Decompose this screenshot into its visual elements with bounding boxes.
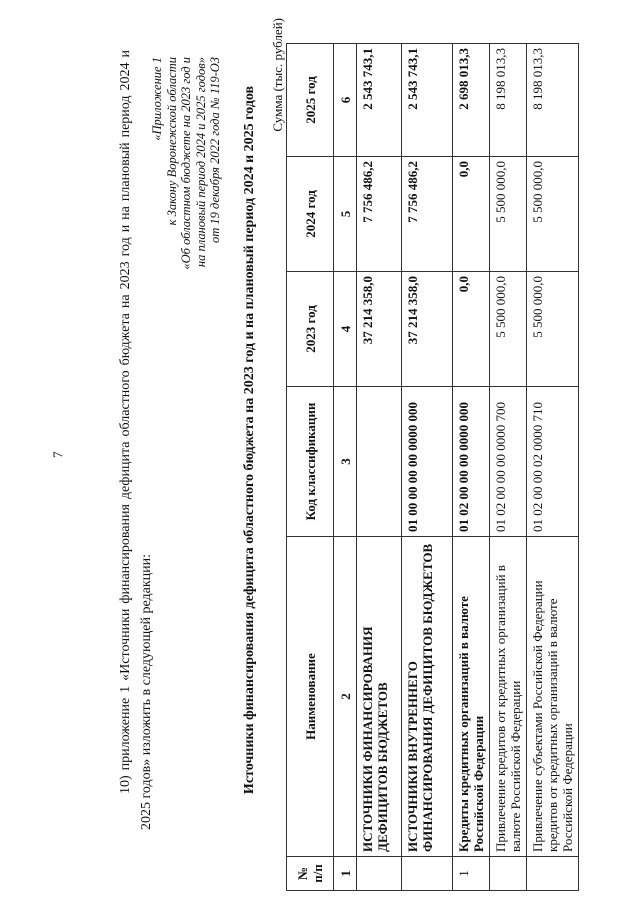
row-code: 01 02 00 00 02 0000 710 xyxy=(527,387,579,537)
row-number xyxy=(402,857,453,891)
column-number: 6 xyxy=(334,44,357,157)
row-value-2025: 8 198 013,3 xyxy=(527,44,579,157)
intro-paragraph: 10) приложение 1 «Источники финансирования дефицита областного бюджета на 2023 год и на плановый период 2024 и 2025 годов» изложить в следующей редакции: xyxy=(118,50,154,830)
financing-table xyxy=(286,43,579,891)
row-name: Привлечение кредитов от кредитных организаций в валюте Российской Федерации xyxy=(490,537,527,857)
row-code xyxy=(357,387,402,537)
row-value-2024: 7 756 486,2 xyxy=(402,157,453,272)
row-value-2023: 0,0 xyxy=(453,272,490,387)
row-value-2024: 7 756 486,2 xyxy=(357,157,402,272)
row-value-2024: 5 500 000,0 xyxy=(527,157,579,272)
row-value-2025: 2 543 743,1 xyxy=(402,44,453,157)
row-value-2025: 2 543 743,1 xyxy=(357,44,402,157)
row-value-2024: 0,0 xyxy=(453,157,490,272)
row-number xyxy=(527,857,579,891)
row-code: 01 00 00 00 00 0000 000 xyxy=(402,387,453,537)
units-label: Сумма (тыс. рублей) xyxy=(270,18,285,132)
table-row xyxy=(453,44,490,891)
column-number: 3 xyxy=(334,387,357,537)
row-value-2025: 2 698 013,3 xyxy=(453,44,490,157)
table-row xyxy=(527,44,579,891)
appendix-line: «Об областном бюджете на 2023 год и xyxy=(179,57,193,270)
row-value-2025: 8 198 013,3 xyxy=(490,44,527,157)
table-row xyxy=(357,44,402,891)
row-value-2024: 5 500 000,0 xyxy=(490,157,527,272)
header-cell: Код классификации xyxy=(287,387,334,537)
appendix-line: от 19 декабря 2022 года № 119-ОЗ xyxy=(208,57,222,244)
header-cell: 2023 год xyxy=(287,272,334,387)
appendix-note xyxy=(150,57,223,387)
row-code: 01 02 00 00 00 0000 000 xyxy=(453,387,490,537)
row-name: ИСТОЧНИКИ ВНУТРЕННЕГО ФИНАНСИРОВАНИЯ ДЕФИЦИТОВ БЮДЖЕТОВ xyxy=(402,537,453,857)
header-cell: 2025 год xyxy=(287,44,334,157)
table-row xyxy=(402,44,453,891)
appendix-line: «Приложение 1 xyxy=(150,57,164,141)
row-name: ИСТОЧНИКИ ФИНАНСИРОВАНИЯ ДЕФИЦИТОВ БЮДЖЕТОВ xyxy=(357,537,402,857)
page-number: 7 xyxy=(50,451,65,458)
column-number: 2 xyxy=(334,537,357,857)
table-title: Источники финансирования дефицита областного бюджета на 2023 год и на плановый период 2024 и 2025 годов xyxy=(242,85,257,795)
table-row xyxy=(490,44,527,891)
row-code: 01 02 00 00 00 0000 700 xyxy=(490,387,527,537)
table-header-row xyxy=(287,44,334,891)
row-name: Кредиты кредитных организаций в валюте Российской Федерации xyxy=(453,537,490,857)
row-number xyxy=(357,857,402,891)
header-cell: 2024 год xyxy=(287,157,334,272)
row-value-2023: 37 214 358,0 xyxy=(402,272,453,387)
column-number: 1 xyxy=(334,857,357,891)
row-number: 1 xyxy=(453,857,490,891)
row-number xyxy=(490,857,527,891)
header-cell: Наименование xyxy=(287,537,334,857)
row-value-2023: 5 500 000,0 xyxy=(490,272,527,387)
appendix-line: к Закону Воронежской области xyxy=(164,57,179,226)
column-number: 5 xyxy=(334,157,357,272)
row-name: Привлечение субъектами Российской Федерации кредитов от кредитных организаций в валюте Российской Федерации xyxy=(527,537,579,857)
row-value-2023: 5 500 000,0 xyxy=(527,272,579,387)
appendix-line: на плановый период 2024 и 2025 годов» xyxy=(193,57,208,268)
header-cell: № п/п xyxy=(287,857,334,891)
table-column-numbers-row xyxy=(334,44,357,891)
column-number: 4 xyxy=(334,272,357,387)
row-value-2023: 37 214 358,0 xyxy=(357,272,402,387)
